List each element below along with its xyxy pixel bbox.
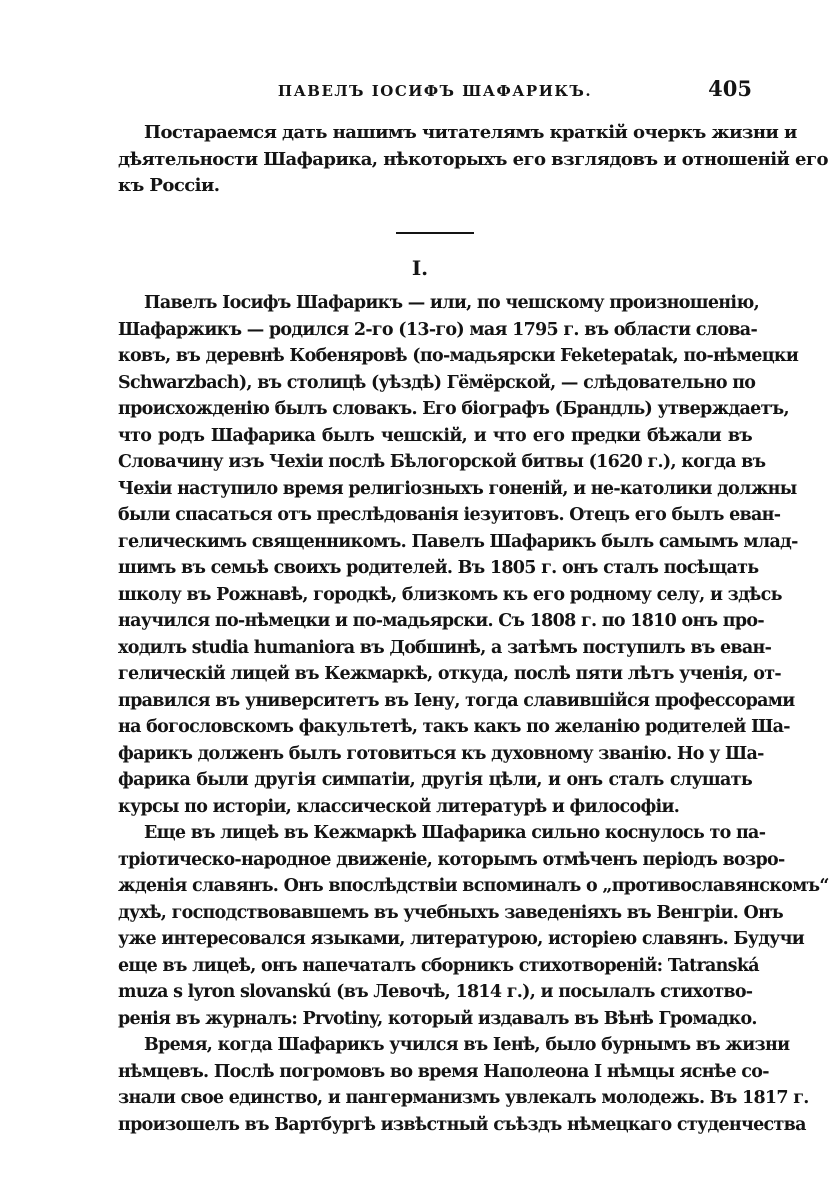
text-line: уже интересовался языками, литературою, исторіею славянъ. Будучи — [118, 929, 805, 949]
text-line: школу въ Рожнавѣ, городкѣ, близкомъ къ его родному селу, и здѣсь — [118, 584, 782, 605]
paragraph-3 — [118, 1032, 809, 1138]
text-line: Шафаржикъ — родился 2-го (13-го) мая 1795 г. въ области слова- — [118, 319, 758, 340]
text-line: ходилъ studia humaniora въ Добшинѣ, а затѣмъ поступилъ въ еван- — [118, 637, 772, 658]
text-line: Словачину изъ Чехіи послѣ Бѣлогорской битвы (1620 г.), когда въ — [118, 452, 766, 472]
text-line: къ Россіи. — [118, 175, 220, 196]
text-line: правился въ университетъ въ Іену, тогда славившійся профессорами — [118, 690, 795, 711]
text-line: фарикъ долженъ былъ готовиться къ духовному званію. Но у Ша- — [118, 743, 764, 764]
text-line: знали свое единство, и пангерманизмъ увлекалъ молодежь. Въ 1817 г. — [118, 1088, 809, 1108]
text-line: Schwarzbach), въ столицѣ (уѣздѣ) Гёмёрской, — слѣдовательно по — [118, 372, 756, 393]
text-line: Время, когда Шафарикъ учился въ Іенѣ, было бурнымъ въ жизни — [144, 1035, 790, 1055]
text-line: muza s lyron slovanskú (въ Левочѣ, 1814 г.), и посылалъ стихотво- — [118, 982, 753, 1002]
text-line: гелическій лицей въ Кежмаркѣ, откуда, послѣ пяти лѣтъ ученія, от- — [118, 664, 781, 684]
text-line: духѣ, господствовавшемъ въ учебныхъ заведеніяхъ въ Венгріи. Онъ — [118, 902, 783, 923]
text-line: Еще въ лицеѣ въ Кежмаркѣ Шафарика сильно коснулось то па- — [144, 823, 766, 843]
text-line: фарика были другія симпатіи, другія цѣли, и онъ сталъ слушать — [118, 770, 752, 790]
text-line: Постараемся дать нашимъ читателямъ краткій очеркъ жизни и — [144, 122, 797, 143]
text-line: Чехіи наступило время религіозныхъ гоненій, и не-католики должны — [118, 478, 797, 499]
page-number: 405 — [708, 76, 752, 101]
paragraph-1 — [118, 290, 799, 820]
running-head — [118, 76, 752, 106]
text-line: еще въ лицеѣ, онъ напечаталъ сборникъ стихотвореній: Tatranská — [118, 955, 759, 976]
running-title: ПАВЕЛЪ ІОСИФЪ ШАФАРИКЪ. — [277, 82, 593, 100]
text-line: происхожденію былъ словакъ. Его біографъ (Брандль) утверждаетъ, — [118, 399, 789, 419]
body-text — [118, 290, 829, 1138]
intro-paragraph — [118, 120, 828, 200]
text-line: ковъ, въ деревнѣ Кобеняровѣ (по-мадьярски Feketepatak, по-нѣмецки — [118, 346, 799, 366]
text-line: произошелъ въ Вартбургѣ извѣстный съѣздъ нѣмецкаго студенчества — [118, 1114, 806, 1135]
section-number: I. — [411, 256, 429, 280]
text-line: курсы по исторіи, классической литературѣ и философіи. — [118, 796, 680, 817]
text-line: жденія славянъ. Онъ впослѣдствіи вспоминалъ о „противославянскомъ“ — [118, 876, 829, 896]
text-line: гелическимъ священникомъ. Павелъ Шафарикъ былъ самымъ млад- — [118, 531, 798, 552]
text-line: нѣмцевъ. Послѣ погромовъ во время Наполеона I нѣмцы яснѣе со- — [118, 1061, 769, 1082]
text-line: шимъ въ семьѣ своихъ родителей. Въ 1805 г. онъ сталъ посѣщать — [118, 558, 759, 578]
paragraph-2 — [118, 820, 829, 1032]
text-line: тріотическо-народное движеніе, которымъ отмѣченъ періодъ возро- — [118, 849, 785, 870]
text-line: были спасаться отъ преслѣдованія іезуитовъ. Отецъ его былъ еван- — [118, 505, 781, 525]
text-line: Павелъ Іосифъ Шафарикъ — или, по чешскому произношенію, — [144, 293, 759, 313]
text-line: что родъ Шафарика былъ чешскій, и что его предки бѣжали въ — [118, 425, 752, 446]
text-line: научился по-нѣмецки и по-мадьярски. Съ 1808 г. по 1810 онъ про- — [118, 611, 764, 631]
text-line: на богословскомъ факультетѣ, такъ какъ по желанію родителей Ша- — [118, 717, 790, 737]
text-line: ренія въ журналъ: Prvotiny, который издавалъ въ Вѣнѣ Громадко. — [118, 1008, 757, 1029]
section-divider — [396, 232, 474, 234]
text-line: дѣятельности Шафарика, нѣкоторыхъ его взглядовъ и отношеній его — [118, 148, 828, 170]
